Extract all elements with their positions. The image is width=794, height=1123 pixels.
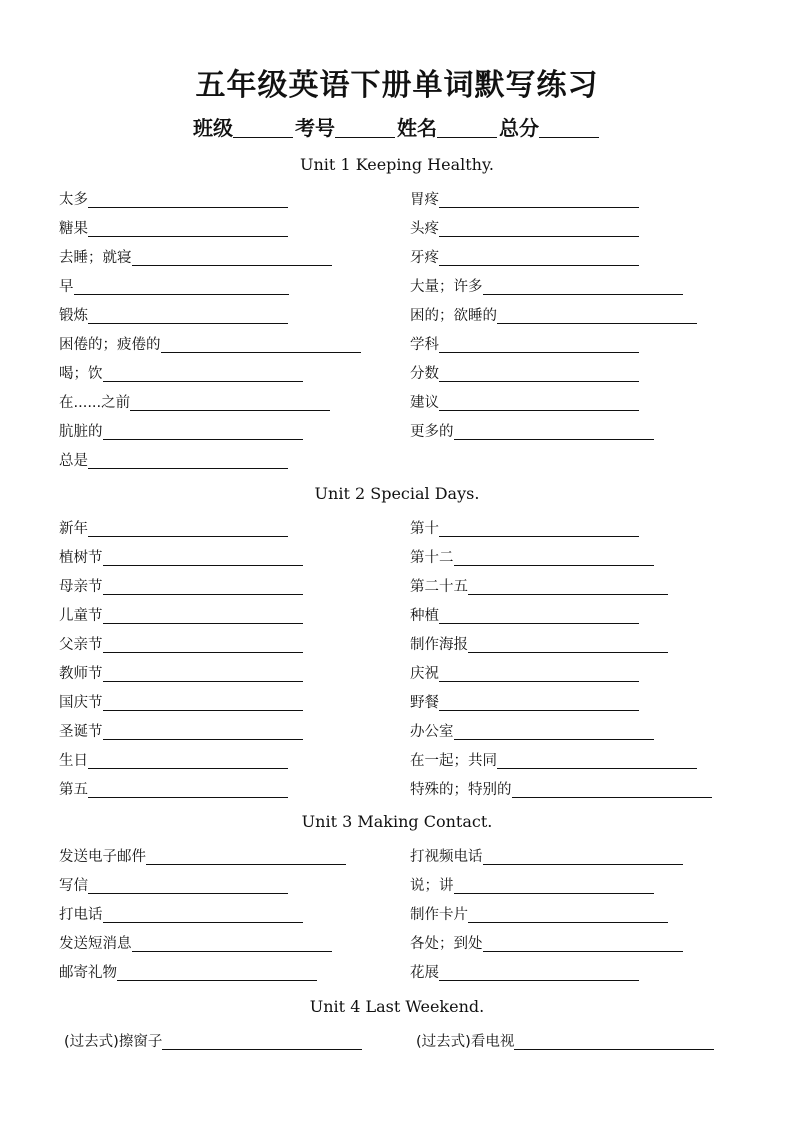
answer-blank[interactable] (88, 781, 288, 798)
vocab-item (59, 219, 288, 239)
answer-blank[interactable] (468, 578, 668, 595)
chinese-prompt: (过去式)擦窗子 (64, 1034, 163, 1050)
name-label: 姓名 (397, 116, 437, 140)
vocab-item (59, 393, 330, 413)
answer-blank[interactable] (439, 365, 639, 382)
vocab-item (410, 847, 683, 867)
answer-blank[interactable] (483, 848, 683, 865)
vocab-item (59, 635, 303, 655)
vocab-item (59, 335, 361, 355)
chinese-prompt: 办公室 (410, 724, 454, 740)
vocab-row (59, 847, 759, 876)
chinese-prompt: 学科 (410, 337, 439, 353)
answer-blank[interactable] (103, 607, 303, 624)
answer-blank[interactable] (146, 848, 346, 865)
chinese-prompt: 种植 (410, 608, 439, 624)
answer-blank[interactable] (132, 249, 332, 266)
chinese-prompt: 牙疼 (410, 250, 439, 266)
chinese-prompt: 发送电子邮件 (59, 849, 146, 865)
answer-blank[interactable] (497, 307, 697, 324)
chinese-prompt: 第二十五 (410, 579, 468, 595)
answer-blank[interactable] (514, 1033, 714, 1050)
page-title: 五年级英语下册单词默写练习 (195, 68, 599, 103)
chinese-prompt: 打电话 (59, 907, 103, 923)
vocab-item (59, 905, 303, 925)
student-info-line (0, 112, 794, 141)
answer-blank[interactable] (103, 906, 303, 923)
answer-blank[interactable] (161, 336, 361, 353)
chinese-prompt: 更多的 (410, 424, 454, 440)
vocab-item (410, 635, 668, 655)
chinese-prompt: 写信 (59, 878, 88, 894)
chinese-prompt: 第十 (410, 521, 439, 537)
chinese-prompt: 第十二 (410, 550, 454, 566)
answer-blank[interactable] (439, 520, 639, 537)
answer-blank[interactable] (103, 423, 303, 440)
vocab-row (59, 190, 759, 219)
vocab-row (59, 548, 759, 577)
exam-number-field (295, 112, 397, 141)
chinese-prompt: 花展 (410, 965, 439, 981)
chinese-prompt: 圣诞节 (59, 724, 103, 740)
vocab-item (410, 277, 683, 297)
answer-blank[interactable] (117, 964, 317, 981)
chinese-prompt: 喝；饮 (59, 366, 103, 382)
answer-blank[interactable] (483, 278, 683, 295)
answer-blank[interactable] (483, 935, 683, 952)
chinese-prompt: 母亲节 (59, 579, 103, 595)
answer-blank[interactable] (439, 607, 639, 624)
chinese-prompt: 去睡；就寝 (59, 250, 132, 266)
chinese-prompt: 各处；到处 (410, 936, 483, 952)
vocab-item (59, 876, 288, 896)
answer-blank[interactable] (439, 694, 639, 711)
answer-blank[interactable] (512, 781, 712, 798)
vocab-item (59, 751, 288, 771)
vocab-row (59, 905, 759, 934)
answer-blank[interactable] (439, 394, 639, 411)
vocab-list (59, 519, 759, 809)
vocab-row (59, 876, 759, 905)
name-field (397, 112, 499, 141)
chinese-prompt: 第五 (59, 782, 88, 798)
class-blank[interactable] (233, 117, 293, 138)
vocab-row (59, 364, 759, 393)
answer-blank[interactable] (439, 249, 639, 266)
chinese-prompt: 制作海报 (410, 637, 468, 653)
vocab-item (59, 577, 303, 597)
answer-blank[interactable] (439, 964, 639, 981)
section-heading: Unit 4 Last Weekend. (309, 997, 485, 1016)
answer-blank[interactable] (103, 578, 303, 595)
answer-blank[interactable] (88, 520, 288, 537)
section-heading: Unit 3 Making Contact. (301, 812, 493, 831)
vocab-item (410, 548, 654, 568)
vocab-row (59, 963, 759, 992)
answer-blank[interactable] (130, 394, 330, 411)
vocab-item (59, 364, 303, 384)
chinese-prompt: 父亲节 (59, 637, 103, 653)
answer-blank[interactable] (162, 1033, 362, 1050)
section-heading: Unit 2 Special Days. (314, 484, 480, 503)
vocab-row (59, 451, 759, 480)
vocab-item (59, 722, 303, 742)
answer-blank[interactable] (88, 191, 288, 208)
vocab-item (59, 306, 288, 326)
vocab-item (410, 219, 639, 239)
vocab-row (59, 780, 759, 809)
chinese-prompt: 分数 (410, 366, 439, 382)
answer-blank[interactable] (103, 365, 303, 382)
answer-blank[interactable] (454, 549, 654, 566)
answer-blank[interactable] (88, 220, 288, 237)
vocab-row (59, 335, 759, 364)
answer-blank[interactable] (88, 752, 288, 769)
vocab-item (59, 963, 317, 983)
vocab-item (59, 422, 303, 442)
chinese-prompt: 困倦的；疲倦的 (59, 337, 161, 353)
answer-blank[interactable] (103, 723, 303, 740)
answer-blank[interactable] (439, 191, 639, 208)
vocab-item (410, 780, 712, 800)
answer-blank[interactable] (103, 665, 303, 682)
vocab-item (410, 905, 668, 925)
vocab-item (410, 664, 639, 684)
vocab-row (59, 934, 759, 963)
vocab-item (410, 306, 697, 326)
vocab-item (59, 934, 332, 954)
vocab-row (59, 248, 759, 277)
total-score-field (499, 112, 601, 141)
vocab-item (410, 335, 639, 355)
chinese-prompt: 教师节 (59, 666, 103, 682)
vocab-item (410, 577, 668, 597)
section-heading: Unit 1 Keeping Healthy. (300, 155, 494, 174)
chinese-prompt: 胃疼 (410, 192, 439, 208)
chinese-prompt: 特殊的；特别的 (410, 782, 512, 798)
answer-blank[interactable] (454, 877, 654, 894)
chinese-prompt: (过去式)看电视 (416, 1034, 515, 1050)
class-label: 班级 (193, 116, 233, 140)
chinese-prompt: 太多 (59, 192, 88, 208)
vocab-item (59, 451, 288, 471)
vocab-item (59, 693, 303, 713)
vocab-row (59, 393, 759, 422)
vocab-item (416, 1032, 714, 1052)
vocab-item (410, 963, 639, 983)
chinese-prompt: 大量；许多 (410, 279, 483, 295)
vocab-row (59, 306, 759, 335)
vocab-row (59, 1032, 759, 1061)
chinese-prompt: 制作卡片 (410, 907, 468, 923)
answer-blank[interactable] (103, 694, 303, 711)
vocab-item (410, 422, 654, 442)
vocab-item (410, 393, 639, 413)
answer-blank[interactable] (468, 636, 668, 653)
vocab-item (59, 248, 332, 268)
answer-blank[interactable] (88, 307, 288, 324)
chinese-prompt: 生日 (59, 753, 88, 769)
chinese-prompt: 打视频电话 (410, 849, 483, 865)
vocab-item (59, 519, 288, 539)
vocab-item (59, 277, 289, 297)
vocab-row (59, 577, 759, 606)
vocab-row (59, 422, 759, 451)
vocab-row (59, 693, 759, 722)
chinese-prompt: 发送短消息 (59, 936, 132, 952)
name-blank[interactable] (437, 117, 497, 138)
class-field (193, 112, 295, 141)
vocab-item (59, 606, 303, 626)
answer-blank[interactable] (74, 278, 289, 295)
vocab-item (59, 847, 346, 867)
chinese-prompt: 邮寄礼物 (59, 965, 117, 981)
chinese-prompt: 建议 (410, 395, 439, 411)
answer-blank[interactable] (103, 549, 303, 566)
vocab-item (410, 364, 639, 384)
total-score-label: 总分 (499, 116, 539, 140)
answer-blank[interactable] (103, 636, 303, 653)
chinese-prompt: 植树节 (59, 550, 103, 566)
vocab-item (410, 606, 639, 626)
chinese-prompt: 儿童节 (59, 608, 103, 624)
vocab-item (410, 876, 654, 896)
answer-blank[interactable] (132, 935, 332, 952)
answer-blank[interactable] (439, 220, 639, 237)
vocab-item (410, 190, 639, 210)
vocab-item (410, 248, 639, 268)
vocab-item (59, 664, 303, 684)
vocab-list (59, 847, 759, 992)
answer-blank[interactable] (88, 877, 288, 894)
answer-blank[interactable] (497, 752, 697, 769)
chinese-prompt: 野餐 (410, 695, 439, 711)
vocab-row (59, 722, 759, 751)
vocab-item (64, 1032, 362, 1052)
answer-blank[interactable] (454, 723, 654, 740)
answer-blank[interactable] (439, 336, 639, 353)
vocab-row (59, 664, 759, 693)
chinese-prompt: 国庆节 (59, 695, 103, 711)
chinese-prompt: 困的；欲睡的 (410, 308, 497, 324)
vocab-row (59, 277, 759, 306)
vocab-row (59, 635, 759, 664)
vocab-row (59, 751, 759, 780)
vocab-item (59, 190, 288, 210)
vocab-list (59, 1032, 759, 1061)
chinese-prompt: 早 (59, 279, 74, 295)
answer-blank[interactable] (454, 423, 654, 440)
chinese-prompt: 在......之前 (59, 395, 131, 411)
vocab-item (59, 548, 303, 568)
exam-number-blank[interactable] (335, 117, 395, 138)
vocab-item (410, 934, 683, 954)
vocab-item (59, 780, 288, 800)
chinese-prompt: 说；讲 (410, 878, 454, 894)
chinese-prompt: 在一起；共同 (410, 753, 497, 769)
total-score-blank[interactable] (539, 117, 599, 138)
vocab-list (59, 190, 759, 480)
vocab-item (410, 693, 639, 713)
chinese-prompt: 新年 (59, 521, 88, 537)
chinese-prompt: 锻炼 (59, 308, 88, 324)
vocab-row (59, 606, 759, 635)
vocab-item (410, 722, 654, 742)
answer-blank[interactable] (439, 665, 639, 682)
vocab-item (410, 519, 639, 539)
answer-blank[interactable] (468, 906, 668, 923)
chinese-prompt: 肮脏的 (59, 424, 103, 440)
chinese-prompt: 头疼 (410, 221, 439, 237)
chinese-prompt: 总是 (59, 453, 88, 469)
vocab-item (410, 751, 697, 771)
vocab-row (59, 219, 759, 248)
exam-number-label: 考号 (295, 116, 335, 140)
chinese-prompt: 糖果 (59, 221, 88, 237)
vocab-row (59, 519, 759, 548)
answer-blank[interactable] (88, 452, 288, 469)
chinese-prompt: 庆祝 (410, 666, 439, 682)
